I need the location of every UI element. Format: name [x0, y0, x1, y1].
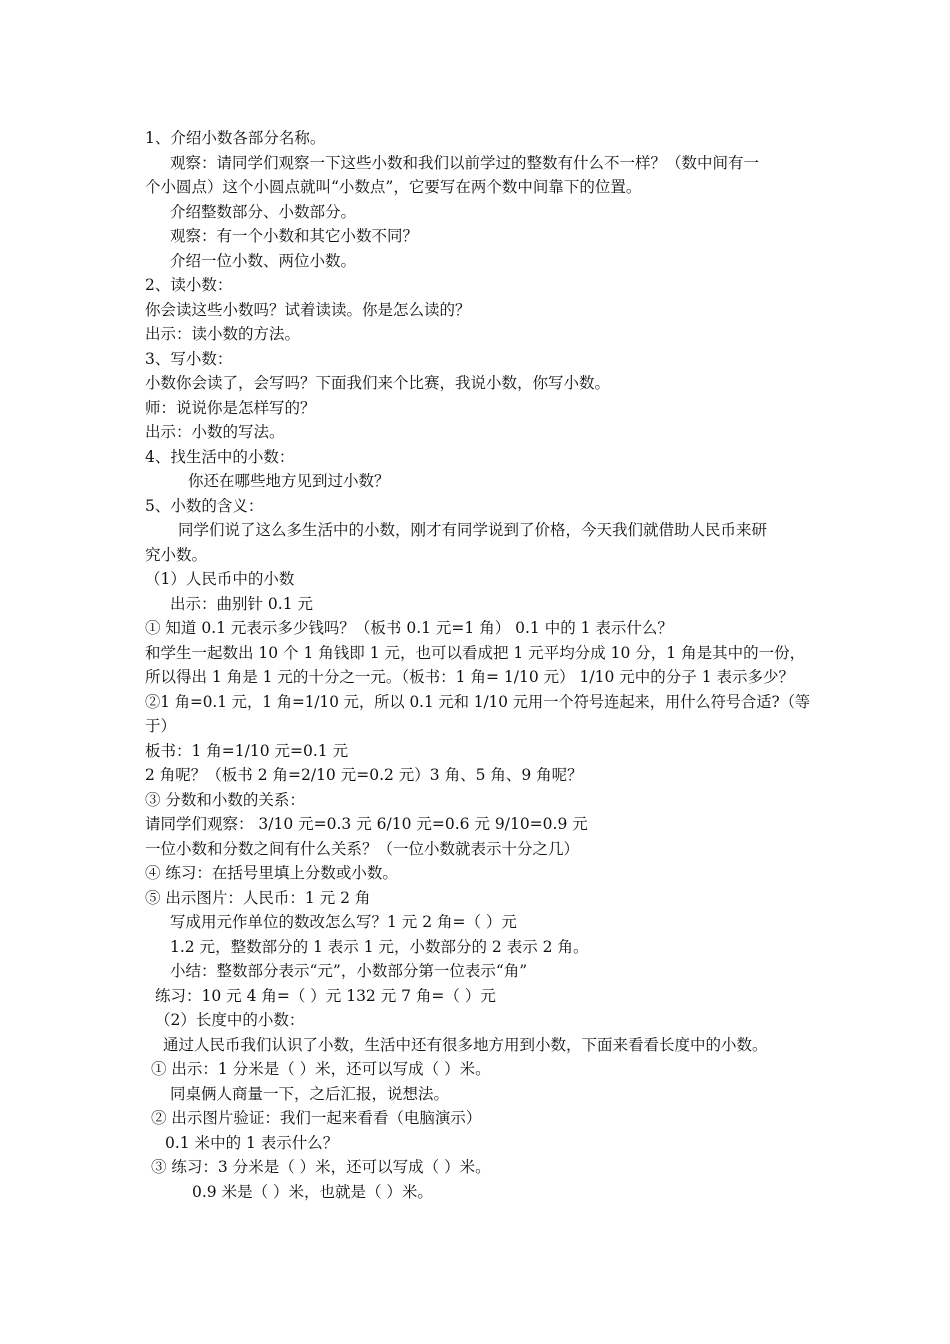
text-line: 所以得出 1 角是 1 元的十分之一元。（板书：1 角= 1/10 元） 1/10 元中的分子 1 表示多少？: [145, 668, 794, 686]
heading-5: 5、小数的含义：: [145, 497, 264, 515]
text-line: 板书：1 角=1/10 元=0.1 元: [145, 742, 349, 760]
text-line: ⑤ 出示图片：人民币：1 元 2 角: [145, 889, 371, 907]
text-line: ④ 练习：在括号里填上分数或小数。: [145, 864, 398, 882]
heading-4: 4、找生活中的小数：: [145, 448, 295, 466]
subheading-1: （1）人民币中的小数: [145, 570, 295, 588]
text-line: 0.9 米是（ ）米，也就是（ ）米。: [192, 1183, 433, 1201]
text-line: 师：说说你是怎样写的？: [145, 399, 316, 417]
text-line: 你还在哪些地方见到过小数？: [188, 472, 390, 490]
text-line: 和学生一起数出 10 个 1 角钱即 1 元，也可以看成把 1 元平均分成 10 分，1 角是其中的一份，: [145, 644, 806, 662]
text-line: 写成用元作单位的数改怎么写？1 元 2 角=（ ）元: [170, 913, 517, 931]
text-line: 1.2 元，整数部分的 1 表示 1 元，小数部分的 2 表示 2 角。: [170, 938, 589, 956]
text-line: 请同学们观察： 3/10 元=0.3 元 6/10 元=0.6 元 9/10=0.9 元: [145, 815, 588, 833]
text-line: 介绍一位小数、两位小数。: [170, 252, 357, 270]
text-line: ① 出示：1 分米是（ ）米，还可以写成（ ）米。: [151, 1060, 491, 1078]
text-line: 出示：读小数的方法。: [145, 325, 301, 343]
text-line: ② 出示图片验证：我们一起来看看（电脑演示）: [151, 1109, 482, 1127]
text-line: 小数你会读了，会写吗？下面我们来个比赛，我说小数，你写小数。: [145, 374, 611, 392]
text-line: 究小数。: [145, 546, 208, 564]
text-line: 观察：请同学们观察一下这些小数和我们以前学过的整数有什么不一样？（数中间有一: [170, 154, 760, 172]
text-line: 通过人民币我们认识了小数，生活中还有很多地方用到小数，下面来看看长度中的小数。: [163, 1036, 768, 1054]
heading-3: 3、写小数：: [145, 350, 233, 368]
text-line: 同桌俩人商量一下，之后汇报，说想法。: [170, 1085, 450, 1103]
text-line: ③ 练习：3 分米是（ ）米，还可以写成（ ）米。: [151, 1158, 491, 1176]
text-line: 观察：有一个小数和其它小数不同？: [170, 227, 419, 245]
text-line: ① 知道 0.1 元表示多少钱吗？（板书 0.1 元=1 角） 0.1 中的 1 表示什么？: [145, 619, 673, 637]
text-line: 你会读这些小数吗？试着读读。你是怎么读的？: [145, 301, 471, 319]
heading-2: 2、读小数：: [145, 276, 233, 294]
text-line: 小结：整数部分表示“元”，小数部分第一位表示“角”: [170, 962, 528, 980]
text-line: 一位小数和分数之间有什么关系？（一位小数就表示十分之几）: [145, 840, 580, 858]
text-line: 出示：小数的写法。: [145, 423, 285, 441]
text-line: 0.1 米中的 1 表示什么？: [165, 1134, 339, 1152]
text-line: 介绍整数部分、小数部分。: [170, 203, 357, 221]
text-line: 出示：曲别针 0.1 元: [170, 595, 314, 613]
text-line: 同学们说了这么多生活中的小数，刚才有同学说到了价格，今天我们就借助人民币来研: [178, 521, 768, 539]
text-line: 个小圆点）这个小圆点就叫“小数点”，它要写在两个数中间靠下的位置。: [145, 178, 642, 196]
text-line: ③ 分数和小数的关系：: [145, 791, 305, 809]
text-line: 练习：10 元 4 角=（ ）元 132 元 7 角=（ ）元: [155, 987, 496, 1005]
subheading-2: （2）长度中的小数：: [155, 1011, 305, 1029]
text-line: ②1 角=0.1 元，1 角=1/10 元，所以 0.1 元和 1/10 元用一个符号连起来，用什么符号合适?（等: [145, 693, 811, 711]
heading-1: 1、介绍小数各部分名称。: [145, 129, 326, 147]
text-line: 2 角呢？（板书 2 角=2/10 元=0.2 元）3 角、5 角、9 角呢？: [145, 766, 583, 784]
text-line: 于）: [145, 717, 177, 735]
